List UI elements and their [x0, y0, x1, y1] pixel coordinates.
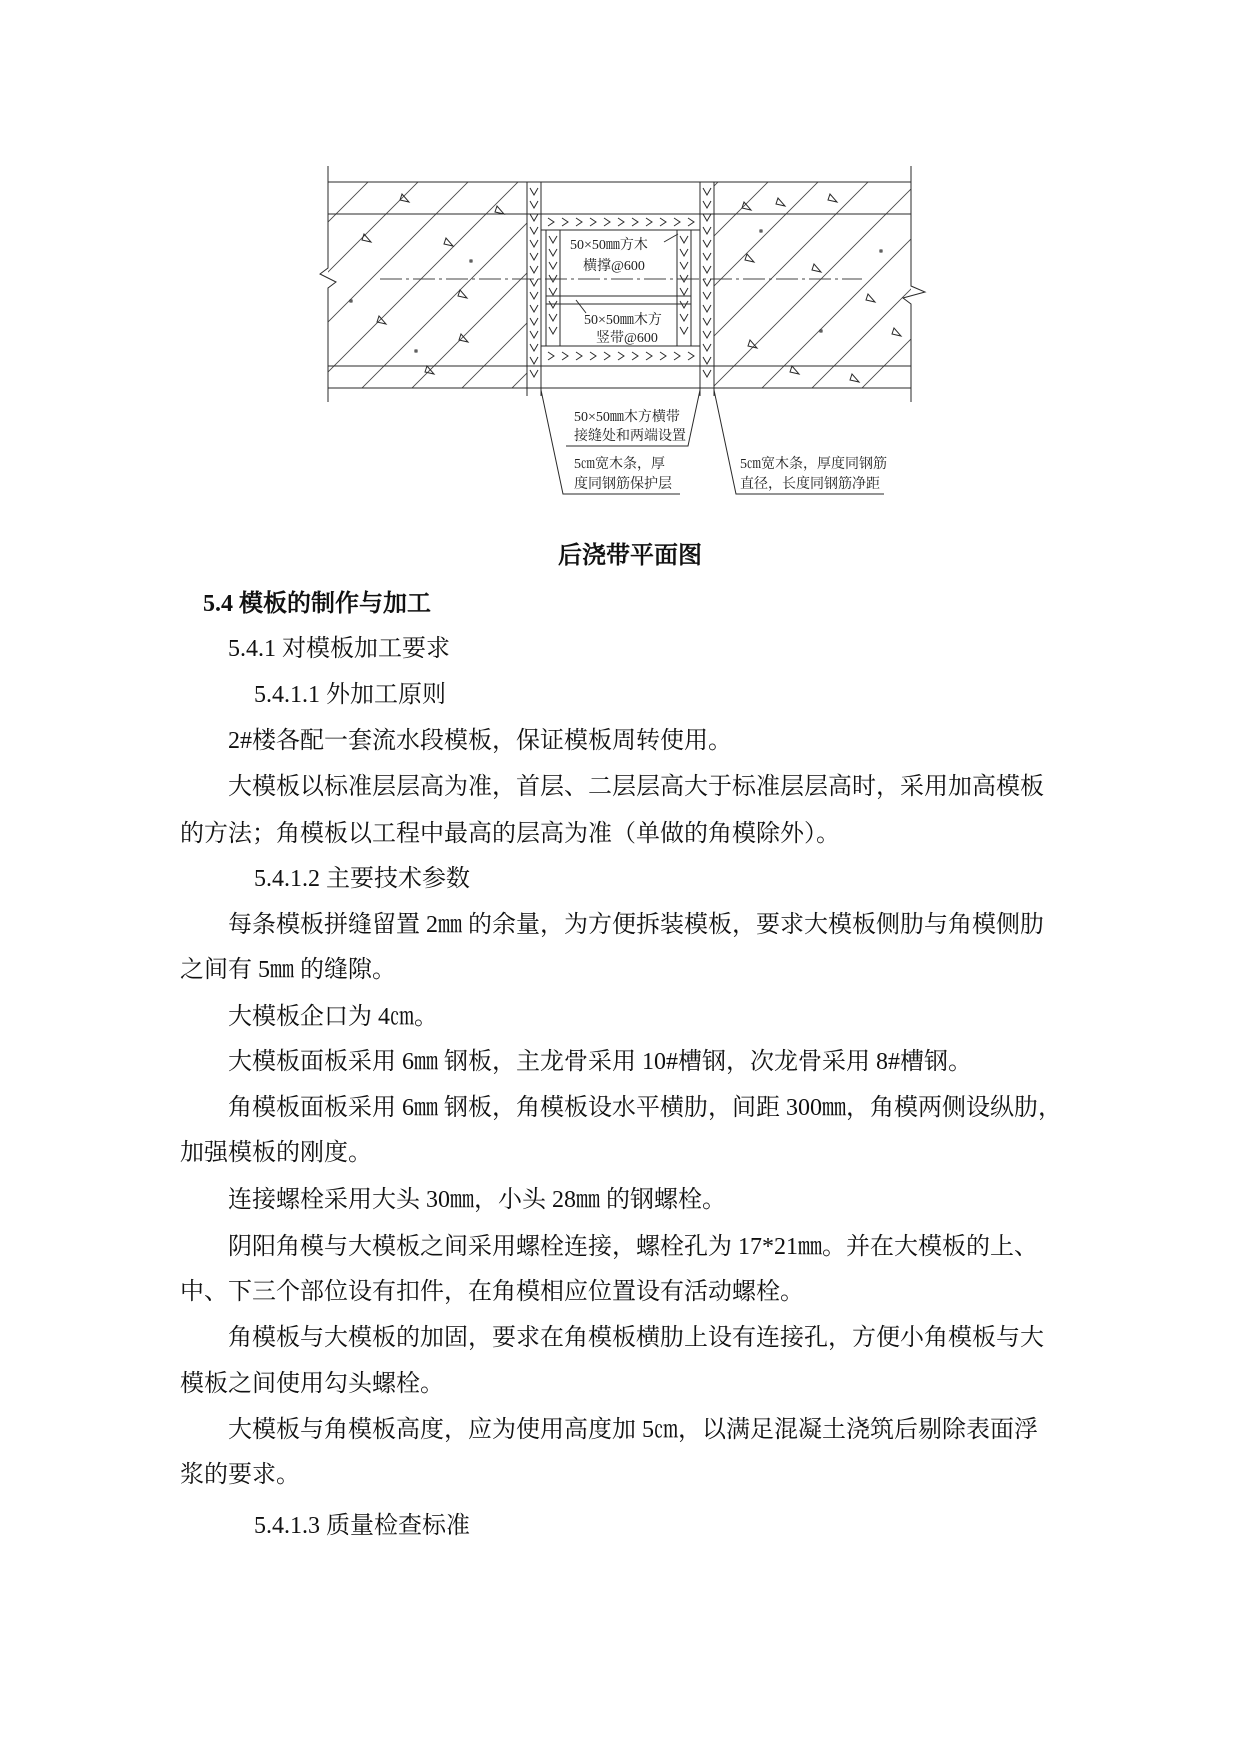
post-pour-strip	[527, 182, 714, 396]
paragraph-line: 中、下三个部位设有扣件，在角模相应位置设有活动螺栓。	[180, 1279, 804, 1305]
label-bar-strip-line-2: 直径，长度同钢筋净距	[740, 477, 880, 492]
concrete-left	[328, 182, 527, 388]
subsection-title: 5.4.1.2 主要技术参数	[254, 866, 470, 892]
paragraph-line: 之间有 5㎜ 的缝隙。	[180, 957, 396, 983]
label-bar-strip-line-1: 5㎝宽木条，厚度同钢筋	[740, 457, 887, 472]
strip-edge-lines	[527, 182, 714, 396]
label-brace-vertical-spec: 竖带@600	[596, 331, 658, 346]
paragraph-line: 大模板企口为 4㎝。	[228, 1004, 438, 1030]
subsection-title: 5.4.1.1 外加工原则	[254, 682, 446, 708]
slab-edge-lines	[328, 182, 911, 388]
figure-caption: 后浇带平面图	[558, 543, 702, 569]
paragraph-line: 浆的要求。	[180, 1462, 300, 1488]
label-cover-strip-line-1: 5㎝宽木条，厚	[574, 457, 665, 472]
paragraph-line: 每条模板拼缝留置 2㎜ 的余量，为方便拆装模板，要求大模板侧肋与角模侧肋	[228, 912, 1044, 938]
label-band-name: 50×50㎜木方横带	[574, 410, 680, 425]
paragraph-line: 2#楼各配一套流水段模板，保证模板周转使用。	[228, 728, 732, 754]
paragraph-line: 大模板与角模板高度，应为使用高度加 5㎝，以满足混凝土浇筑后剔除表面浮	[228, 1417, 1038, 1443]
leader-lines	[541, 234, 884, 494]
slab-outline-break-lines	[320, 166, 925, 402]
paragraph-line: 角模板面板采用 6㎜ 钢板，角模板设水平横肋，间距 300㎜，角模两侧设纵肋，	[228, 1095, 1062, 1121]
paragraph-line: 的方法；角模板以工程中最高的层高为准（单做的角模除外）。	[180, 821, 840, 847]
subsection-title: 5.4.1.3 质量检查标准	[254, 1513, 470, 1539]
paragraph-line: 阴阳角模与大模板之间采用螺栓连接，螺栓孔为 17*21㎜。并在大模板的上、	[228, 1234, 1038, 1260]
paragraph-line: 角模板与大模板的加固，要求在角模板横肋上设有连接孔，方便小角模板与大	[228, 1325, 1044, 1351]
timber-strip-marks	[530, 188, 711, 377]
paragraph-line: 大模板面板采用 6㎜ 钢板，主龙骨采用 10#槽钢，次龙骨采用 8#槽钢。	[228, 1049, 972, 1075]
label-band-note: 接缝处和两端设置	[574, 429, 686, 444]
post-pour-strip-plan-drawing	[0, 0, 1241, 520]
label-cover-strip-line-2: 度同钢筋保护层	[574, 477, 672, 492]
concrete-aggregate-marks	[350, 194, 901, 382]
paragraph-line: 模板之间使用勾头螺栓。	[180, 1371, 444, 1397]
timber-band-marks	[548, 218, 694, 360]
label-brace-vertical-name: 50×50㎜木方	[584, 313, 662, 328]
label-brace-horizontal-name: 50×50㎜方木	[570, 238, 648, 253]
strip-timber-frame	[541, 230, 700, 346]
subsection-title: 5.4.1 对模板加工要求	[228, 636, 450, 662]
concrete-right	[714, 182, 911, 388]
paragraph-line: 大模板以标准层层高为准，首层、二层层高大于标准层层高时，采用加高模板	[228, 774, 1044, 800]
label-brace-horizontal-spec: 横撑@600	[583, 259, 645, 274]
paragraph-line: 加强模板的刚度。	[180, 1140, 372, 1166]
section-heading: 5.4 模板的制作与加工	[203, 591, 431, 617]
paragraph-line: 连接螺栓采用大头 30㎜，小头 28㎜ 的钢螺栓。	[228, 1187, 726, 1213]
